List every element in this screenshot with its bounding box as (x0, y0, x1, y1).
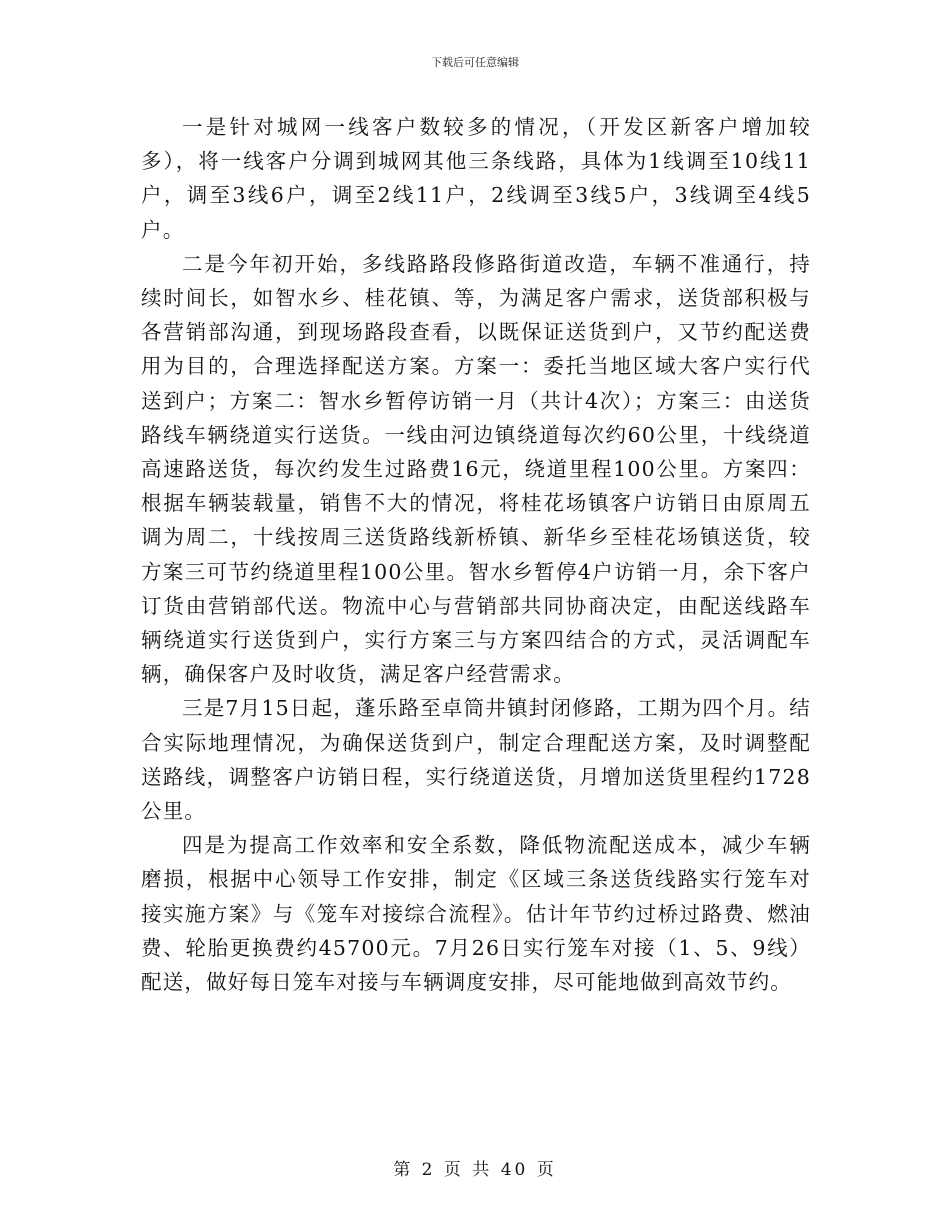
paragraph-1: 一是针对城网一线客户数较多的情况，（开发区新客户增加较多），将一线客户分调到城网其他三条线路，具体为1线调至10线11户，调至3线6户，调至2线11户，2线调至3线5户，3线调至4线5户。 (141, 115, 811, 242)
paragraph-4: 四是为提高工作效率和安全系数，降低物流配送成本，减少车辆磨损，根据中心领导工作安排，制定《区域三条送货线路实行笼车对接实施方案》与《笼车对接综合流程》。估计年节约过桥过路费、燃油费、轮胎更换费约45700元。7月26日实行笼车对接（1、5、9线）配送，做好每日笼车对接与车辆调度安排，尽可能地做到高效节约。 (141, 833, 811, 995)
paragraph-2: 二是今年初开始，多线路路段修路街道改造，车辆不准通行，持续时间长，如智水乡、桂花镇、等，为满足客户需求，送货部积极与各营销部沟通，到现场路段查看，以既保证送货到户，又节约配送费用为目的，合理选择配送方案。方案一：委托当地区域大客户实行代送到户；方案二：智水乡暂停访销一月（共计4次）；方案三：由送货路线车辆绕道实行送货。一线由河边镇绕道每次约60公里，十线绕道高速路送货，每次约发生过路费16元，绕道里程100公里。方案四：根据车辆装载量，销售不大的情况，将桂花场镇客户访销日由原周五调为周二，十线按周三送货路线新桥镇、新华乡至桂花场镇送货，较方案三可节约绕道里程100公里。智水乡暂停4户访销一月，余下客户订货由营销部代送。物流中心与营销部共同协商决定，由配送线路车辆绕道实行送货到户，实行方案三与方案四结合的方式，灵活调配车辆，确保客户及时收货，满足客户经营需求。 (141, 251, 811, 687)
document-body (141, 110, 811, 999)
page-header-note: 下载后可任意编辑 (431, 56, 519, 69)
page-number-footer: 第 2 页 共 40 页 (393, 1160, 557, 1180)
paragraph-3: 三是7月15日起，蓬乐路至卓筒井镇封闭修路，工期为四个月。结合实际地理情况，为确保送货到户，制定合理配送方案，及时调整配送路线，调整客户访销日程，实行绕道送货，月增加送货里程约1728公里。 (141, 696, 811, 824)
